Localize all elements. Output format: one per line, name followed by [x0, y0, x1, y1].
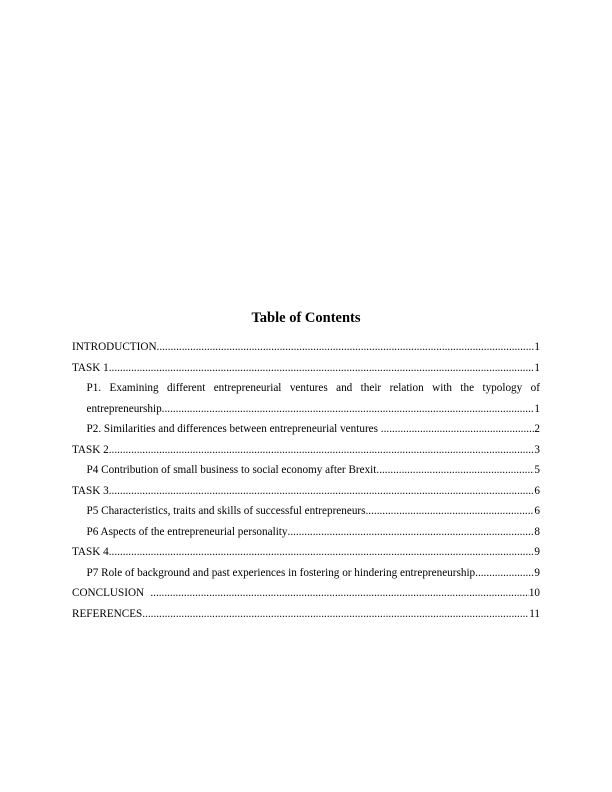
toc-word: their — [360, 382, 382, 394]
toc-entry-task-2[interactable] — [72, 440, 540, 461]
toc-leader-dots — [142, 604, 529, 625]
toc-entry-references[interactable] — [72, 604, 540, 625]
table-of-contents — [72, 337, 540, 624]
toc-entry-page: 8 — [534, 525, 540, 538]
toc-entry-p1-line-2[interactable] — [72, 399, 540, 420]
toc-entry-task-1[interactable] — [72, 358, 540, 379]
toc-entry-page: 11 — [529, 607, 540, 620]
toc-title: Table of Contents — [251, 310, 361, 326]
toc-leader-dots — [109, 440, 535, 461]
toc-leader-dots — [109, 481, 535, 502]
toc-leader-dots — [109, 358, 535, 379]
toc-leader-dots — [162, 399, 535, 420]
toc-entry-introduction[interactable] — [72, 337, 540, 358]
toc-entry-p5[interactable] — [72, 501, 540, 522]
toc-leader-dots — [381, 419, 535, 440]
toc-entry-task-4[interactable] — [72, 542, 540, 563]
toc-entry-page: 1 — [534, 402, 540, 415]
toc-entry-page: 9 — [534, 546, 540, 558]
toc-entry-page: 3 — [534, 443, 540, 456]
toc-entry-text: P4 Contribution of small business to social economy after Brexit — [86, 464, 377, 476]
toc-entry-text: P7 Role of background and past experiences in fostering or hindering entrepreneurship — [86, 566, 476, 579]
toc-entry-page: 9 — [534, 566, 540, 579]
toc-entry-p7[interactable] — [72, 563, 540, 584]
toc-entry-p2[interactable] — [72, 419, 540, 440]
toc-leader-dots — [150, 583, 528, 604]
toc-entry-text: TASK 2 — [72, 443, 109, 456]
toc-entry-text: P2. Similarities and differences between entrepreneurial ventures — [86, 423, 381, 435]
toc-entry-text: INTRODUCTION — [72, 341, 157, 353]
toc-entry-page: 10 — [528, 587, 540, 599]
toc-entry-page: 6 — [534, 484, 540, 497]
toc-entry-page: 1 — [534, 361, 540, 374]
toc-entry-text: entrepreneurship — [86, 402, 162, 415]
toc-leader-dots — [157, 337, 535, 358]
toc-entry-page: 6 — [534, 505, 540, 517]
toc-entry-p1-line-1[interactable] — [72, 378, 540, 399]
toc-entry-p6[interactable] — [72, 522, 540, 543]
toc-entry-text: TASK 4 — [72, 546, 109, 558]
toc-entry-page: 1 — [534, 341, 540, 353]
toc-word: entrepreneurial — [213, 382, 282, 394]
toc-word: different — [167, 382, 206, 394]
toc-leader-dots — [109, 542, 535, 563]
toc-entry-p4[interactable] — [72, 460, 540, 481]
toc-word: the — [460, 382, 475, 394]
toc-entry-text: P6 Aspects of the entrepreneurial personality — [86, 525, 288, 538]
toc-word: relation — [389, 382, 424, 394]
toc-entry-page: 5 — [534, 464, 540, 476]
toc-entry-text: TASK 3 — [72, 484, 109, 497]
toc-leader-dots — [475, 563, 534, 584]
toc-word: with — [432, 382, 453, 394]
toc-entry-text: REFERENCES — [72, 607, 143, 620]
toc-entry-task-3[interactable] — [72, 481, 540, 502]
toc-word: ventures — [289, 382, 328, 394]
toc-entry-text: P5 Characteristics, traits and skills of successful entrepreneurs — [86, 505, 366, 517]
toc-entry-text: TASK 1 — [72, 361, 109, 374]
toc-leader-dots — [288, 522, 535, 543]
toc-word: Examining — [109, 382, 159, 394]
toc-entry-page: 2 — [534, 423, 540, 435]
toc-word: of — [530, 382, 540, 394]
toc-word: typology — [482, 382, 523, 394]
toc-leader-dots — [376, 460, 534, 481]
toc-word: P1. — [86, 382, 102, 394]
toc-word: and — [336, 382, 353, 394]
toc-entry-text: CONCLUSION — [72, 587, 145, 599]
toc-entry-conclusion[interactable] — [72, 583, 540, 604]
toc-leader-dots — [366, 501, 535, 522]
